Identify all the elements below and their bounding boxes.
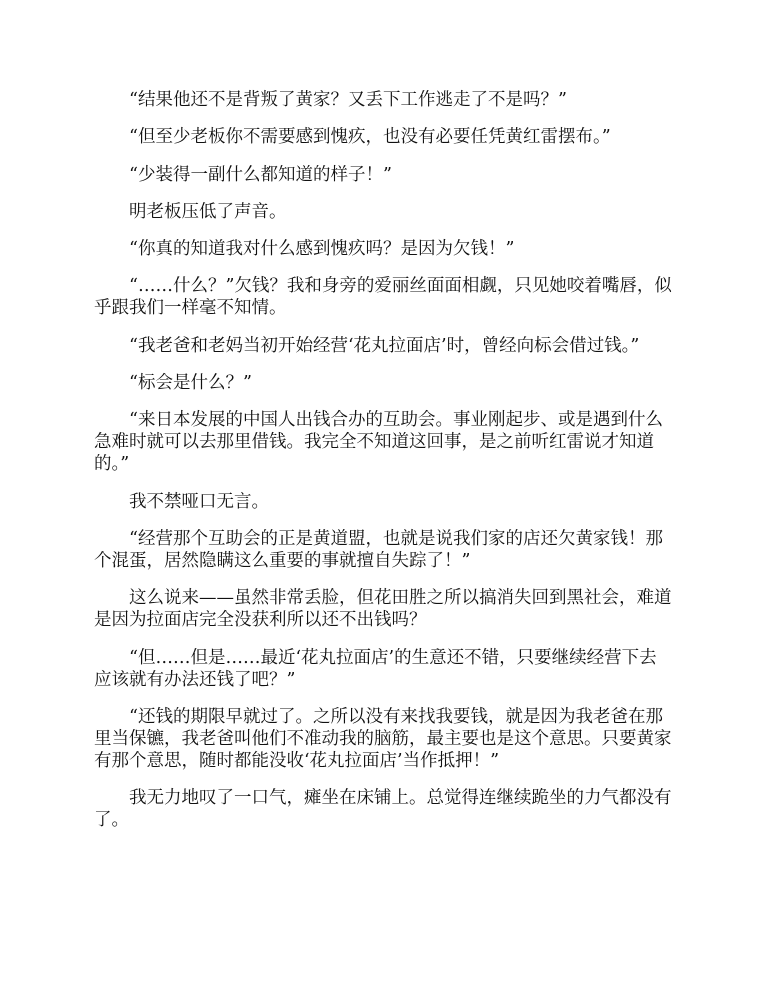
paragraph: “还钱的期限早就过了。之所以没有来找我要钱，就是因为我老爸在那里当保镳，我老爸叫他们不准动我的脑筋，最主要也是这个意思。只要黄家有那个意思，随时都能没收‘花丸拉面店’当作抵押！” <box>94 706 672 771</box>
body-text <box>94 89 672 846</box>
paragraph: “来日本发展的中国人出钱合办的互助会。事业刚起步、或是遇到什么急难时就可以去那里借钱。我完全不知道这回事，是之前听红雷说才知道的。” <box>94 410 663 475</box>
paragraph: 这么说来——虽然非常丢脸，但花田胜之所以搞消失回到黑社会，难道是因为拉面店完全没获利所以还不出钱吗？ <box>94 588 672 631</box>
paragraph: “但至少老板你不需要感到愧疚，也没有必要任凭黄红雷摆布。” <box>129 127 611 148</box>
paragraph: “你真的知道我对什么感到愧疚吗？是因为欠钱！” <box>129 239 515 260</box>
paragraph: “经营那个互助会的正是黄道盟，也就是说我们家的店还欠黄家钱！那个混蛋，居然隐瞒这么重要的事就擅自失踪了！” <box>94 528 663 571</box>
paragraph: 我不禁哑口无言。 <box>129 491 269 512</box>
paragraph: “我老爸和老妈当初开始经营‘花丸拉面店’时，曾经向标会借过钱。” <box>129 335 640 356</box>
paragraph: “少装得一副什么都知道的样子！” <box>129 164 392 185</box>
paragraph: “但……但是……最近‘花丸拉面店’的生意还不错，只要继续经营下去应该就有办法还钱了吧？” <box>94 647 657 690</box>
paragraph: 明老板压低了声音。 <box>129 201 287 222</box>
paragraph: “标会是什么？” <box>129 373 252 394</box>
paragraph: 我无力地叹了一口气，瘫坐在床铺上。总觉得连继续跪坐的力气都没有了。 <box>94 788 672 831</box>
paragraph: “……什么？”欠钱？我和身旁的爱丽丝面面相觑，只见她咬着嘴唇，似乎跟我们一样毫不知情。 <box>94 276 672 319</box>
paragraph: “结果他还不是背叛了黄家？又丢下工作逃走了不是吗？” <box>129 90 567 110</box>
